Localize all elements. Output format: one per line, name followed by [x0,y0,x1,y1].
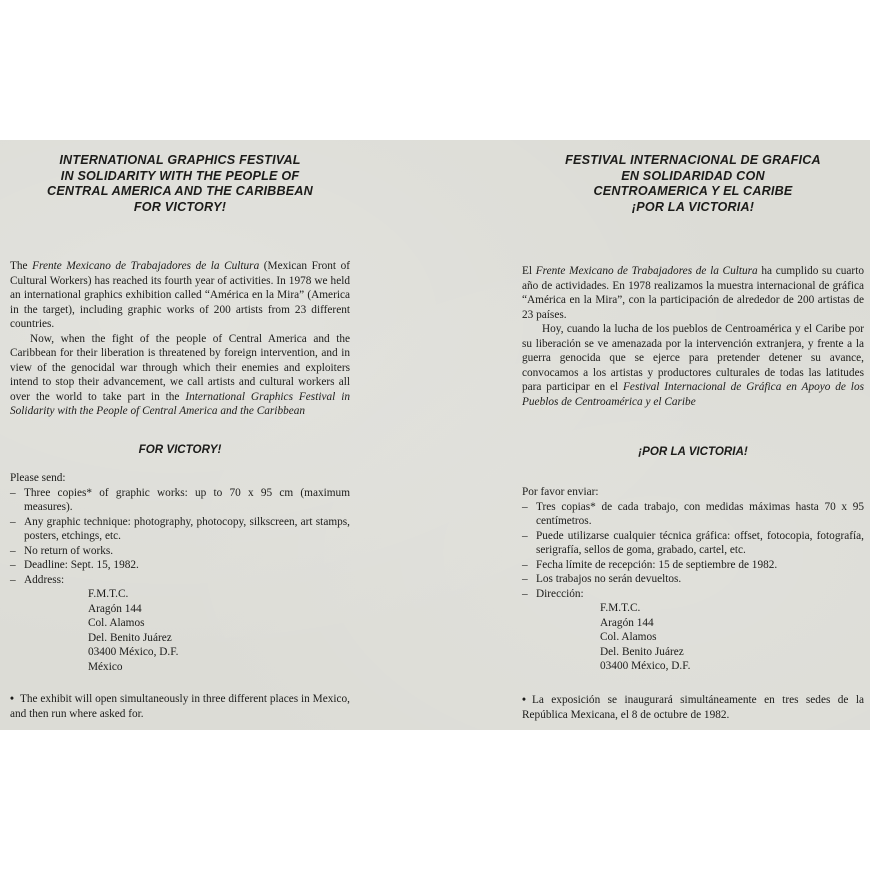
spanish-title-line: FESTIVAL INTERNACIONAL DE GRAFICA [565,153,821,167]
english-address-block [10,587,350,674]
list-item-text: Fecha límite de recepción: 15 de septiembre de 1982. [536,558,778,571]
address-line: 03400 México, D.F. [88,646,179,658]
english-title [10,153,350,215]
text-run: The [10,260,33,272]
list-item [10,544,350,559]
organization-name: Frente Mexicano de Trabajadores de la Cultura [32,260,260,272]
dash-glyph: – [522,587,528,600]
spanish-paragraph-1 [522,264,864,322]
dash-glyph: – [10,573,16,586]
spanish-title-line: ¡POR LA VICTORIA! [631,199,755,214]
list-item [522,572,864,587]
english-title-line: INTERNATIONAL GRAPHICS FESTIVAL [59,153,301,167]
english-footnote [10,692,350,721]
address-line: F.M.T.C. [600,602,641,614]
list-item [10,558,350,573]
spanish-subhead: ¡POR LA VICTORIA! [638,445,748,458]
dash-glyph: – [10,544,16,557]
text-run: Now, when the fight of the people of Central America and the Caribbean for their liberation is threatened by foreign intervention, and in view of the genocidal war through which their enemies and exploiters intend to stop their advancement, we call artists and cultural workers all over the world to take part in the [10,332,350,403]
english-paragraph-1 [10,259,350,332]
english-title-line: IN SOLIDARITY WITH THE PEOPLE OF [60,168,300,183]
spanish-submission-list [522,485,864,674]
list-item [522,529,864,558]
address-line: Aragón 144 [600,616,654,629]
english-body [10,259,350,419]
list-item [522,587,864,602]
spanish-title-line: CENTROAMERICA Y EL CARIBE [593,184,793,198]
spanish-title [522,153,864,215]
list-item-text: Los trabajos no serán devueltos. [536,573,682,585]
dash-glyph: – [522,558,528,571]
dash-glyph: – [522,573,528,585]
bullet-glyph: • [10,693,14,705]
address-line: Aragón 144 [88,602,142,615]
flyer-sheet [0,140,870,730]
list-item-text: Dirección: [536,587,584,600]
address-line: México [88,660,123,673]
spanish-paragraph-2 [522,322,864,409]
dash-glyph: – [522,500,528,513]
address-line: Col. Alamos [600,631,657,643]
text-run: ha cumplido su cuarto año de actividades. En 1978 realizamos la muestra internacional de gráfica “América en la Mira”, con la participación de alrededor de 200 artistas de 23 países. [522,265,864,321]
festival-name: International Graphics Festival in Solidarity with the People of Central America and the Caribbean [10,390,350,417]
dash-glyph: – [10,515,16,528]
list-item-text: Three copies* of graphic works: up to 70 x 95 cm (maximum measures). [24,486,350,513]
english-paragraph-2 [10,332,350,419]
english-please-send-label: Please send: [10,472,66,484]
list-item-text: No return of works. [24,544,114,557]
dash-glyph: – [10,486,16,499]
organization-name: Frente Mexicano de Trabajadores de la Cultura [535,265,758,277]
dash-glyph: – [522,529,528,542]
english-submission-list [10,471,350,674]
english-title-line: CENTRAL AMERICA AND THE CARIBBEAN [47,184,313,198]
spanish-footnote [522,693,864,722]
address-line: F.M.T.C. [88,588,129,600]
address-line: Del. Benito Juárez [600,645,684,658]
bullet-glyph: • [522,694,526,706]
dash-glyph: – [10,559,16,571]
footnote-text: The exhibit will open simultaneously in three different places in Mexico, and then run where asked for. [10,693,350,720]
list-item [522,500,864,529]
list-item-text: Puede utilizarse cualquier técnica gráfica: offset, fotocopia, fotografía, serigrafía, sellos de goma, grabado, cartel, etc. [536,529,864,556]
list-item [522,558,864,573]
list-item-text: Tres copias* de cada trabajo, con medidas máximas hasta 70 x 95 centímetros. [536,500,864,527]
english-title-line: FOR VICTORY! [133,199,227,214]
text-run: Hoy, cuando la lucha de los pueblos de Centroamérica y el Caribe por su liberación se ve amenazada por la intervención extranjera, y frente a la guerra genocida que se ejerce para pretender detener su avance, convocamos a los artistas y productores culturales de todas las latitudes para participar en el [522,323,864,393]
text-run: (Mexican Front of Cultural Workers) has reached its fourth year of activities. In 1978 we held an international graphics exhibition called “América en la Mira” (America in the target), including graphic works of 200 artists from 23 different countries. [10,260,350,330]
list-item-text: Deadline: Sept. 15, 1982. [24,559,139,571]
address-line: 03400 México, D.F. [600,660,691,672]
list-item [10,573,350,588]
list-item-text: Any graphic technique: photography, photocopy, silkscreen, art stamps, posters, etchings, etc. [24,515,350,542]
spanish-title-line: EN SOLIDARIDAD CON [621,168,765,183]
footnote-text: La exposición se inaugurará simultáneamente en tres sedes de la República Mexicana, el 8 de octubre de 1982. [522,694,864,721]
festival-name: Festival Internacional de Gráfica en Apoyo de los Pueblos de Centroamérica y el Caribe [522,381,864,408]
list-item-text: Address: [24,573,65,586]
spanish-body [522,264,864,409]
address-line: Col. Alamos [88,617,145,629]
list-item [10,486,350,515]
spanish-please-send-label: Por favor enviar: [522,486,599,498]
text-run: El [522,265,536,277]
address-line: Del. Benito Juárez [88,631,172,644]
english-subhead: FOR VICTORY! [138,443,222,456]
list-item [10,515,350,544]
spanish-address-block [522,601,864,674]
